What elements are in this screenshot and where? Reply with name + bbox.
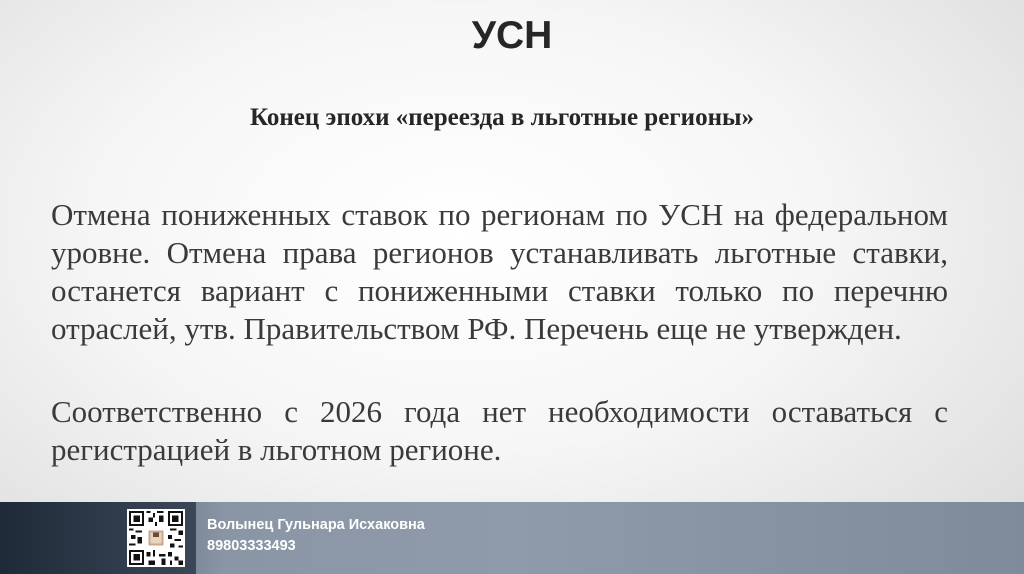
slide-subtitle: Конец эпохи «переезда в льготные регионы» bbox=[250, 104, 754, 131]
body-paragraph-1: Отмена пониженных ставок по регионам по УСН на федеральном уровне. Отмена права регионов устанавливать льготные ставки, останется вариант с пониженными ставки только по перечню отраслей, утв. Правительством РФ. Перечень еще не утвержден. bbox=[51, 197, 948, 346]
contact-name: Волынец Гульнара Исхаковна bbox=[207, 517, 425, 533]
contact-phone[interactable]: 89803333493 bbox=[207, 538, 296, 554]
contact-info bbox=[207, 515, 425, 557]
slide-title: УСН bbox=[471, 14, 553, 57]
qr-code-icon[interactable] bbox=[127, 509, 185, 567]
body-paragraph-2: Соответственно с 2026 года нет необходимости оставаться с регистрацией в льготном регионе. bbox=[51, 394, 948, 467]
footer-bar bbox=[0, 502, 1024, 574]
